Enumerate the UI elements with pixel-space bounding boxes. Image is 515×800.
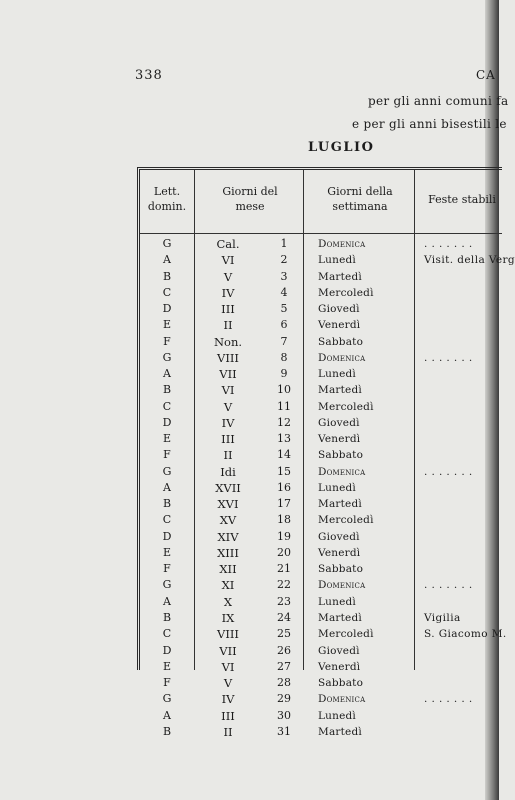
roman-date: VIII (217, 627, 239, 642)
weekday: Domenica (318, 465, 366, 478)
feast: . . . . . . . (424, 693, 473, 706)
roman-date: II (223, 448, 233, 463)
table-row (140, 431, 502, 447)
table-row (140, 252, 515, 268)
roman-date: IV (221, 415, 235, 430)
weekday: Giovedì (318, 530, 360, 543)
dominical-letter: B (162, 497, 172, 511)
header-lett-domin: Lett. domin. (147, 185, 187, 213)
weekday: Martedì (318, 611, 362, 624)
weekday: Domenica (318, 351, 366, 364)
roman-date: X (223, 594, 233, 609)
table-row (140, 236, 502, 252)
dominical-letter: D (162, 302, 172, 316)
dominical-letter: C (162, 285, 172, 299)
dominical-letter: D (162, 415, 172, 429)
day-number: 21 (277, 562, 291, 576)
roman-date: XIV (217, 529, 239, 544)
roman-date: II (223, 318, 233, 333)
table-row (140, 285, 502, 301)
dominical-letter: A (163, 253, 171, 267)
dominical-letter: D (162, 529, 172, 543)
weekday: Venerdì (318, 319, 361, 332)
day-number: 25 (277, 627, 291, 641)
table-row (140, 447, 502, 463)
roman-date: II (223, 724, 233, 739)
dominical-letter: G (162, 692, 172, 706)
dominical-letter: C (162, 627, 172, 641)
dominical-letter: D (162, 643, 172, 657)
dominical-letter: A (163, 367, 171, 381)
weekday: Martedì (318, 498, 362, 511)
day-number: 10 (277, 383, 291, 397)
weekday: Domenica (318, 238, 366, 250)
day-number: 8 (280, 350, 288, 364)
day-number: 9 (280, 367, 288, 381)
weekday: Lunedì (318, 709, 356, 722)
running-head: CA (476, 68, 496, 82)
day-number: 3 (280, 269, 288, 283)
roman-date: XVII (215, 480, 241, 495)
table-row (140, 529, 502, 545)
table-row (140, 643, 502, 659)
table-row (140, 512, 502, 528)
dominical-letter: E (162, 659, 172, 673)
dominical-letter: C (162, 399, 172, 413)
weekday: Lunedì (318, 595, 356, 608)
roman-date: XI (221, 578, 235, 593)
day-number: 22 (277, 578, 291, 592)
roman-date: IV (221, 285, 235, 300)
table-row (140, 626, 507, 642)
dominical-letter: F (163, 562, 171, 576)
table-row (140, 659, 502, 675)
roman-date: VIII (217, 350, 239, 365)
weekday: Sabbato (318, 677, 364, 690)
roman-date: III (221, 708, 235, 723)
roman-date: V (223, 676, 233, 691)
table-row (140, 610, 502, 626)
dominical-letter: F (163, 448, 171, 462)
weekday: Sabbato (318, 335, 364, 348)
day-number: 11 (277, 399, 291, 413)
feast: Vigilia (424, 611, 461, 624)
day-number: 28 (277, 676, 291, 690)
table-row (140, 334, 502, 350)
dominical-letter: E (162, 318, 172, 332)
header-giorni-settimana: Giorni della settimana (327, 185, 393, 213)
roman-date: V (223, 399, 233, 414)
roman-date: Non. (213, 334, 243, 349)
day-number: 15 (277, 464, 291, 478)
dominical-letter: A (163, 708, 171, 722)
table-row (140, 496, 502, 512)
dominical-letter: G (162, 578, 172, 592)
day-number: 24 (277, 610, 291, 624)
table-row (140, 399, 502, 415)
roman-date: Idi (220, 464, 236, 479)
feast: . . . . . . . (424, 465, 473, 478)
subtitle-line-1: per gli anni comuni fa (368, 94, 509, 108)
weekday: Lunedì (318, 254, 356, 267)
roman-date: VI (221, 383, 235, 398)
table-row (140, 577, 502, 593)
day-number: 31 (277, 724, 291, 738)
day-number: 20 (277, 545, 291, 559)
calendar-table (137, 167, 515, 739)
table-row (140, 301, 502, 317)
day-number: 1 (280, 237, 288, 250)
weekday: Giovedì (318, 416, 360, 429)
roman-date: Cal. (216, 237, 240, 251)
table-row (140, 675, 502, 691)
table-row (140, 708, 502, 724)
dominical-letter: F (163, 334, 171, 348)
weekday: Sabbato (318, 449, 364, 462)
dominical-letter: F (163, 676, 171, 690)
table-row (140, 317, 502, 333)
dominical-letter: B (162, 383, 172, 397)
subtitle-line-2: e per gli anni bisestili le (352, 117, 507, 131)
dominical-letter: G (162, 464, 172, 478)
weekday: Venerdì (318, 546, 361, 559)
day-number: 5 (280, 302, 288, 316)
dominical-letter: C (162, 513, 172, 527)
day-number: 27 (277, 659, 291, 673)
table-row (140, 561, 502, 577)
dominical-letter: E (162, 545, 172, 559)
table-row (140, 350, 502, 366)
weekday: Domenica (318, 579, 366, 592)
table-row (140, 415, 502, 431)
day-number: 18 (277, 513, 291, 527)
dominical-letter: G (162, 237, 172, 250)
weekday: Martedì (318, 384, 362, 397)
page-number: 338 (135, 68, 163, 83)
dominical-letter: E (162, 432, 172, 446)
feast: . . . . . . . (424, 238, 473, 250)
day-number: 4 (280, 285, 288, 299)
day-number: 14 (277, 448, 291, 462)
dominical-letter: A (163, 594, 171, 608)
roman-date: V (223, 269, 233, 284)
day-number: 7 (280, 334, 288, 348)
table-row (140, 382, 502, 398)
day-number: 17 (277, 497, 291, 511)
roman-date: XII (219, 562, 237, 577)
day-number: 29 (277, 692, 291, 706)
roman-date: VI (221, 659, 235, 674)
table-row (140, 691, 502, 707)
roman-date: III (221, 302, 235, 317)
weekday: Lunedì (318, 481, 356, 494)
table-row (140, 480, 502, 496)
header-feste-stabili: Feste stabili (428, 193, 496, 206)
table-row (140, 724, 502, 740)
dominical-letter: G (162, 350, 172, 364)
table-row (140, 464, 502, 480)
roman-date: III (221, 432, 235, 447)
roman-date: XIII (217, 545, 239, 560)
roman-date: VII (219, 367, 237, 382)
header-giorni-mese: Giorni del mese (222, 185, 278, 213)
feast: Visit. della Verg (424, 254, 515, 267)
day-number: 2 (280, 253, 288, 267)
table-row (140, 269, 502, 285)
table-row (140, 545, 502, 561)
weekday: Mercoledì (318, 286, 374, 299)
header-rule (140, 233, 502, 234)
weekday: Domenica (318, 693, 366, 706)
day-number: 30 (277, 708, 291, 722)
weekday: Giovedì (318, 644, 360, 657)
roman-date: XVI (217, 497, 239, 512)
dominical-letter: B (162, 724, 172, 738)
weekday: Lunedì (318, 368, 356, 381)
roman-date: VII (219, 643, 237, 658)
weekday: Martedì (318, 725, 362, 738)
feast: S. Giacomo M. (424, 628, 507, 641)
weekday: Mercoledì (318, 514, 374, 527)
weekday: Mercoledì (318, 628, 374, 641)
weekday: Sabbato (318, 563, 364, 576)
day-number: 23 (277, 594, 291, 608)
day-number: 6 (280, 318, 288, 332)
day-number: 26 (277, 643, 291, 657)
table-row (140, 366, 502, 382)
weekday: Venerdì (318, 660, 361, 673)
weekday: Venerdì (318, 433, 361, 446)
dominical-letter: B (162, 269, 172, 283)
table-row (140, 594, 502, 610)
month-title: LUGLIO (308, 140, 375, 155)
dominical-letter: B (162, 610, 172, 624)
day-number: 13 (277, 432, 291, 446)
feast: . . . . . . . (424, 579, 473, 592)
roman-date: IX (221, 610, 235, 625)
day-number: 19 (277, 529, 291, 543)
feast: . . . . . . . (424, 351, 473, 364)
roman-date: IV (221, 692, 235, 707)
dominical-letter: A (163, 480, 171, 494)
day-number: 16 (277, 480, 291, 494)
roman-date: VI (221, 253, 235, 268)
roman-date: XV (219, 513, 237, 528)
weekday: Giovedì (318, 303, 360, 316)
day-number: 12 (277, 415, 291, 429)
weekday: Mercoledì (318, 400, 374, 413)
weekday: Martedì (318, 270, 362, 283)
